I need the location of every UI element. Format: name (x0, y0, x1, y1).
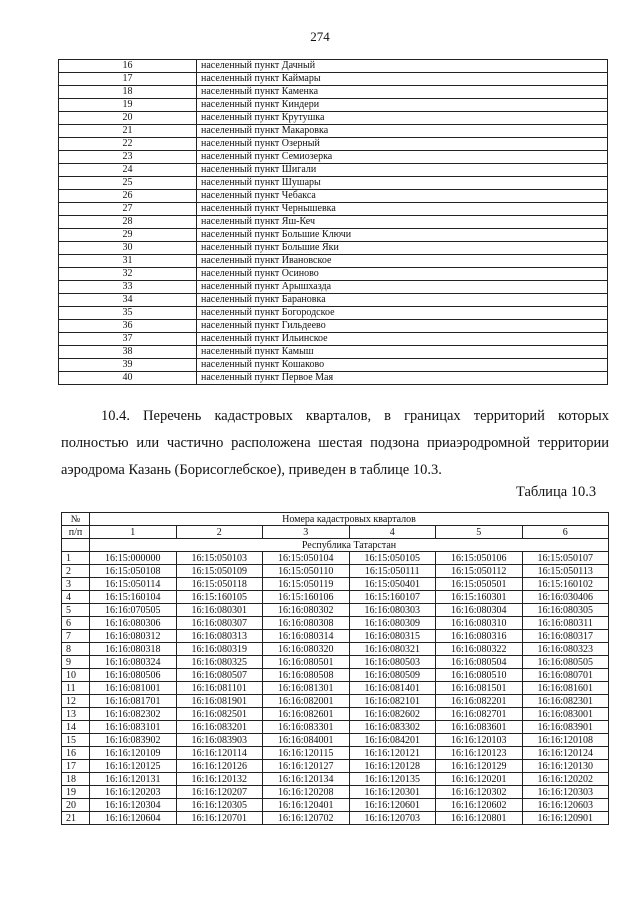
cadastral-code: 16:16:080315 (349, 630, 436, 643)
row-number: 18 (62, 773, 90, 786)
cadastral-code: 16:16:082201 (436, 695, 523, 708)
settlement-row (59, 216, 608, 229)
cadastral-code: 16:16:080322 (436, 643, 523, 656)
settlement-name: населенный пункт Озерный (197, 138, 608, 151)
cadastral-code: 16:16:120301 (349, 786, 436, 799)
region-empty-cell (62, 539, 90, 552)
settlement-number: 39 (59, 359, 197, 372)
settlement-number: 35 (59, 307, 197, 320)
cadastral-code: 16:16:120128 (349, 760, 436, 773)
cadastral-code: 16:16:081901 (176, 695, 263, 708)
cadastral-code: 16:16:080301 (176, 604, 263, 617)
column-number: 2 (176, 526, 263, 539)
cadastral-code: 16:15:050108 (90, 565, 177, 578)
cadastral-code: 16:15:160102 (522, 578, 609, 591)
cadastral-code: 16:15:000000 (90, 552, 177, 565)
row-number: 17 (62, 760, 90, 773)
settlement-number: 40 (59, 372, 197, 385)
cadastral-code: 16:16:083301 (263, 721, 350, 734)
page-number: 274 (310, 29, 330, 44)
cadastral-code: 16:16:080302 (263, 604, 350, 617)
table-row (62, 760, 609, 773)
cadastral-code: 16:16:080304 (436, 604, 523, 617)
settlement-name: населенный пункт Большие Яки (197, 242, 608, 255)
settlement-number: 34 (59, 294, 197, 307)
row-number: 3 (62, 578, 90, 591)
cadastral-code: 16:16:120124 (522, 747, 609, 760)
cadastral-code: 16:16:120115 (263, 747, 350, 760)
section-paragraph (61, 403, 609, 484)
settlement-row (59, 294, 608, 307)
settlement-row (59, 268, 608, 281)
settlement-name: населенный пункт Большие Ключи (197, 229, 608, 242)
settlement-number: 18 (59, 86, 197, 99)
row-number: 7 (62, 630, 90, 643)
settlement-row (59, 151, 608, 164)
cadastral-code: 16:16:083901 (522, 721, 609, 734)
column-number: 3 (263, 526, 350, 539)
table-row (62, 734, 609, 747)
table-row (62, 773, 609, 786)
cadastral-code: 16:16:082301 (522, 695, 609, 708)
settlement-name: населенный пункт Гильдеево (197, 320, 608, 333)
settlements-table (58, 59, 608, 385)
cadastral-code: 16:16:120123 (436, 747, 523, 760)
row-number: 2 (62, 565, 90, 578)
cadastral-code: 16:16:082602 (349, 708, 436, 721)
settlement-number: 32 (59, 268, 197, 281)
cadastral-code: 16:16:120132 (176, 773, 263, 786)
cadastral-code: 16:16:120602 (436, 799, 523, 812)
cadastral-code: 16:16:080325 (176, 656, 263, 669)
cadastral-code: 16:15:050103 (176, 552, 263, 565)
cadastral-code: 16:16:070505 (90, 604, 177, 617)
cadastral-code: 16:16:080503 (349, 656, 436, 669)
settlement-number: 23 (59, 151, 197, 164)
settlement-number: 19 (59, 99, 197, 112)
cadastral-code: 16:15:050107 (522, 552, 609, 565)
cadastral-code: 16:16:080308 (263, 617, 350, 630)
cadastral-code: 16:16:120207 (176, 786, 263, 799)
cadastral-code: 16:15:050401 (349, 578, 436, 591)
cadastral-code: 16:16:082601 (263, 708, 350, 721)
row-number: 14 (62, 721, 90, 734)
row-number: 12 (62, 695, 90, 708)
cadastral-code: 16:16:080508 (263, 669, 350, 682)
row-number: 8 (62, 643, 90, 656)
paragraph-first-line: 10.4. Перечень кадастровых кварталов, в границах территорий которых (101, 408, 609, 424)
settlement-row (59, 190, 608, 203)
settlement-name: населенный пункт Осиново (197, 268, 608, 281)
cadastral-code: 16:16:080319 (176, 643, 263, 656)
settlement-row (59, 333, 608, 346)
row-number: 16 (62, 747, 90, 760)
settlement-row (59, 281, 608, 294)
cadastral-code: 16:15:050111 (349, 565, 436, 578)
settlement-row (59, 177, 608, 190)
cadastral-code: 16:16:083601 (436, 721, 523, 734)
settlement-row (59, 372, 608, 385)
row-number: 13 (62, 708, 90, 721)
settlement-number: 26 (59, 190, 197, 203)
table-row (62, 643, 609, 656)
cadastral-code: 16:16:120201 (436, 773, 523, 786)
settlement-name: населенный пункт Камыш (197, 346, 608, 359)
settlement-row (59, 320, 608, 333)
row-number: 21 (62, 812, 90, 825)
settlement-number: 27 (59, 203, 197, 216)
cadastral-code: 16:16:083001 (522, 708, 609, 721)
settlement-number: 30 (59, 242, 197, 255)
cadastral-code: 16:16:120304 (90, 799, 177, 812)
settlement-name: населенный пункт Крутушка (197, 112, 608, 125)
cadastral-code: 16:16:080306 (90, 617, 177, 630)
table-row (62, 747, 609, 760)
cadastral-code: 16:16:120401 (263, 799, 350, 812)
settlement-number: 25 (59, 177, 197, 190)
cadastral-code: 16:16:030406 (522, 591, 609, 604)
table-row (62, 617, 609, 630)
row-number: 20 (62, 799, 90, 812)
table-row (62, 669, 609, 682)
cadastral-code: 16:15:160105 (176, 591, 263, 604)
cadastral-code: 16:16:120703 (349, 812, 436, 825)
table-row (62, 695, 609, 708)
settlement-name: населенный пункт Каменка (197, 86, 608, 99)
cadastral-code: 16:16:082101 (349, 695, 436, 708)
cadastral-code: 16:16:081401 (349, 682, 436, 695)
row-number: 15 (62, 734, 90, 747)
cadastral-code: 16:16:080323 (522, 643, 609, 656)
column-number: 6 (522, 526, 609, 539)
cadastral-code: 16:15:050109 (176, 565, 263, 578)
cadastral-code: 16:16:080501 (263, 656, 350, 669)
table-row (62, 552, 609, 565)
cadastral-code: 16:16:081701 (90, 695, 177, 708)
cadastral-code: 16:16:082701 (436, 708, 523, 721)
settlement-name: населенный пункт Чернышевка (197, 203, 608, 216)
cadastral-quarters-table (61, 512, 609, 825)
cadastral-code: 16:16:080701 (522, 669, 609, 682)
cadastral-code: 16:16:120130 (522, 760, 609, 773)
settlement-name: населенный пункт Барановка (197, 294, 608, 307)
cadastral-code: 16:16:080504 (436, 656, 523, 669)
cadastral-code: 16:16:081601 (522, 682, 609, 695)
column-number: 5 (436, 526, 523, 539)
cadastral-code: 16:16:120702 (263, 812, 350, 825)
row-number: 10 (62, 669, 90, 682)
cadastral-code: 16:15:160107 (349, 591, 436, 604)
cadastral-code: 16:16:120701 (176, 812, 263, 825)
cadastral-code: 16:16:080316 (436, 630, 523, 643)
cadastral-code: 16:16:120603 (522, 799, 609, 812)
cadastral-code: 16:16:120103 (436, 734, 523, 747)
cadastral-code: 16:16:120108 (522, 734, 609, 747)
cadastral-code: 16:16:083302 (349, 721, 436, 734)
table-row (62, 786, 609, 799)
cadastral-code: 16:16:080309 (349, 617, 436, 630)
cadastral-code: 16:15:160301 (436, 591, 523, 604)
settlement-number: 28 (59, 216, 197, 229)
cadastral-code: 16:16:080307 (176, 617, 263, 630)
settlement-number: 33 (59, 281, 197, 294)
cadastral-code: 16:16:120208 (263, 786, 350, 799)
cadastral-code: 16:16:081001 (90, 682, 177, 695)
cadastral-code: 16:16:120604 (90, 812, 177, 825)
paragraph-rest: полностью или частично расположена шестая подзона приаэродромной территории аэродрома Казань (Борисоглебское), приведен в таблице 10.3. (61, 435, 609, 478)
header-no: № (62, 513, 90, 526)
table-header-row (62, 513, 609, 526)
cadastral-code: 16:16:120126 (176, 760, 263, 773)
cadastral-code: 16:15:160106 (263, 591, 350, 604)
cadastral-code: 16:15:050119 (263, 578, 350, 591)
cadastral-code: 16:16:120901 (522, 812, 609, 825)
table-row (62, 604, 609, 617)
settlement-row (59, 60, 608, 73)
cadastral-code: 16:15:050113 (522, 565, 609, 578)
settlement-row (59, 86, 608, 99)
settlement-name: населенный пункт Семиозерка (197, 151, 608, 164)
settlement-number: 20 (59, 112, 197, 125)
settlement-row (59, 242, 608, 255)
settlement-name: населенный пункт Каймары (197, 73, 608, 86)
cadastral-code: 16:16:080305 (522, 604, 609, 617)
column-numbers-row (62, 526, 609, 539)
cadastral-code: 16:16:120305 (176, 799, 263, 812)
cadastral-code: 16:16:080324 (90, 656, 177, 669)
settlement-name: населенный пункт Кошаково (197, 359, 608, 372)
cadastral-code: 16:16:080506 (90, 669, 177, 682)
row-number: 11 (62, 682, 90, 695)
cadastral-code: 16:16:080314 (263, 630, 350, 643)
cadastral-code: 16:16:120114 (176, 747, 263, 760)
settlement-row (59, 203, 608, 216)
row-number: 1 (62, 552, 90, 565)
settlement-number: 16 (59, 60, 197, 73)
column-number: 1 (90, 526, 177, 539)
settlement-number: 22 (59, 138, 197, 151)
row-number: 5 (62, 604, 90, 617)
settlement-name: населенный пункт Макаровка (197, 125, 608, 138)
settlement-name: населенный пункт Ивановское (197, 255, 608, 268)
settlement-number: 21 (59, 125, 197, 138)
header-np: п/п (62, 526, 90, 539)
cadastral-code: 16:16:120801 (436, 812, 523, 825)
settlement-name: населенный пункт Шушары (197, 177, 608, 190)
cadastral-code: 16:16:081301 (263, 682, 350, 695)
cadastral-code: 16:16:120302 (436, 786, 523, 799)
settlement-row (59, 99, 608, 112)
cadastral-code: 16:16:081101 (176, 682, 263, 695)
cadastral-code: 16:16:120203 (90, 786, 177, 799)
table-row (62, 656, 609, 669)
cadastral-code: 16:16:080321 (349, 643, 436, 656)
cadastral-code: 16:16:080312 (90, 630, 177, 643)
cadastral-code: 16:16:080318 (90, 643, 177, 656)
cadastral-code: 16:15:050118 (176, 578, 263, 591)
settlement-row (59, 229, 608, 242)
cadastral-code: 16:16:120135 (349, 773, 436, 786)
settlement-row (59, 359, 608, 372)
row-number: 6 (62, 617, 90, 630)
cadastral-code: 16:16:083903 (176, 734, 263, 747)
settlement-row (59, 112, 608, 125)
settlement-number: 36 (59, 320, 197, 333)
cadastral-code: 16:16:120127 (263, 760, 350, 773)
settlement-name: населенный пункт Арышхазда (197, 281, 608, 294)
cadastral-code: 16:16:080313 (176, 630, 263, 643)
settlement-name: населенный пункт Чебакса (197, 190, 608, 203)
column-number: 4 (349, 526, 436, 539)
cadastral-code: 16:15:050106 (436, 552, 523, 565)
settlement-row (59, 307, 608, 320)
cadastral-code: 16:16:083101 (90, 721, 177, 734)
row-number: 9 (62, 656, 90, 669)
cadastral-code: 16:16:080317 (522, 630, 609, 643)
settlements-table-body (59, 60, 608, 385)
cadastral-code: 16:15:050104 (263, 552, 350, 565)
cadastral-code: 16:16:082302 (90, 708, 177, 721)
cadastral-code: 16:15:050114 (90, 578, 177, 591)
table-row (62, 812, 609, 825)
cadastral-code: 16:16:082501 (176, 708, 263, 721)
cadastral-code: 16:16:083201 (176, 721, 263, 734)
table-row (62, 708, 609, 721)
cadastral-code: 16:16:080509 (349, 669, 436, 682)
settlement-row (59, 73, 608, 86)
cadastral-code: 16:16:120134 (263, 773, 350, 786)
cadastral-code: 16:16:120303 (522, 786, 609, 799)
cadastral-code: 16:16:080311 (522, 617, 609, 630)
cadastral-code: 16:16:120601 (349, 799, 436, 812)
cadastral-code: 16:15:050105 (349, 552, 436, 565)
cadastral-code: 16:15:160104 (90, 591, 177, 604)
settlement-name: населенный пункт Богородское (197, 307, 608, 320)
cadastral-code: 16:16:081501 (436, 682, 523, 695)
row-number: 4 (62, 591, 90, 604)
cadastral-code: 16:16:120131 (90, 773, 177, 786)
settlement-number: 37 (59, 333, 197, 346)
settlement-row (59, 255, 608, 268)
cadastral-code: 16:15:050112 (436, 565, 523, 578)
settlement-name: населенный пункт Яш-Кеч (197, 216, 608, 229)
region-name: Республика Татарстан (90, 539, 609, 552)
settlement-row (59, 346, 608, 359)
table-caption: Таблица 10.3 (516, 484, 597, 500)
settlement-number: 38 (59, 346, 197, 359)
settlement-number: 17 (59, 73, 197, 86)
cadastral-code: 16:15:050110 (263, 565, 350, 578)
table-row (62, 721, 609, 734)
settlement-name: населенный пункт Первое Мая (197, 372, 608, 385)
settlement-number: 29 (59, 229, 197, 242)
table-row (62, 565, 609, 578)
cadastral-quarters-table-body (62, 513, 609, 825)
settlement-row (59, 125, 608, 138)
table-row (62, 682, 609, 695)
cadastral-code: 16:16:082001 (263, 695, 350, 708)
cadastral-code: 16:16:120125 (90, 760, 177, 773)
cadastral-code: 16:15:050501 (436, 578, 523, 591)
cadastral-code: 16:16:120129 (436, 760, 523, 773)
table-row (62, 578, 609, 591)
table-row (62, 630, 609, 643)
cadastral-code: 16:16:080320 (263, 643, 350, 656)
table-row (62, 799, 609, 812)
cadastral-code: 16:16:120202 (522, 773, 609, 786)
cadastral-code: 16:16:080507 (176, 669, 263, 682)
settlement-name: населенный пункт Шигали (197, 164, 608, 177)
cadastral-code: 16:16:120121 (349, 747, 436, 760)
row-number: 19 (62, 786, 90, 799)
cadastral-code: 16:16:080310 (436, 617, 523, 630)
cadastral-code: 16:16:083902 (90, 734, 177, 747)
settlement-name: населенный пункт Киндери (197, 99, 608, 112)
settlement-name: населенный пункт Ильинское (197, 333, 608, 346)
settlement-name: населенный пункт Дачный (197, 60, 608, 73)
settlement-number: 31 (59, 255, 197, 268)
region-row (62, 539, 609, 552)
header-title: Номера кадастровых кварталов (90, 513, 609, 526)
cadastral-code: 16:16:084201 (349, 734, 436, 747)
cadastral-code: 16:16:080505 (522, 656, 609, 669)
cadastral-code: 16:16:084001 (263, 734, 350, 747)
settlement-row (59, 138, 608, 151)
cadastral-code: 16:16:080303 (349, 604, 436, 617)
settlement-row (59, 164, 608, 177)
cadastral-code: 16:16:080510 (436, 669, 523, 682)
settlement-number: 24 (59, 164, 197, 177)
cadastral-code: 16:16:120109 (90, 747, 177, 760)
table-row (62, 591, 609, 604)
